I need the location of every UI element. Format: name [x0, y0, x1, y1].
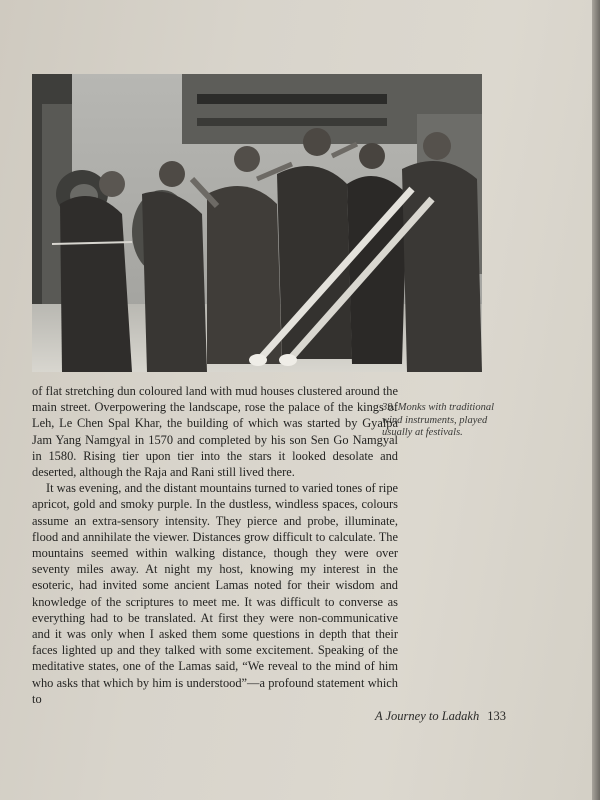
page-number: 133 [487, 709, 506, 723]
photo-caption: 39. Monks with traditional wind instruments, played usually at festivals. [382, 402, 495, 438]
paragraph-1: of flat stretching dun coloured land with mud houses clustered around the main street. Overpowering the landscape, rose the palace of the kings of Leh, Le Chen Spal Khar, the building of which was started by Gyalpa Jam Yang Namgyal in 1570 and completed by his son Sen Go Namgyal in 1580. Rising tier upon tier into the stars it looked desolate and deserted, although the Raja and Rani still lived there. [32, 384, 398, 480]
body-text [32, 383, 398, 707]
running-title: A Journey to Ladakh [374, 709, 480, 723]
page-footer [300, 709, 506, 724]
photograph-image [32, 74, 482, 372]
page-edge [592, 0, 600, 800]
monks-photograph [32, 74, 482, 372]
paragraph-2: It was evening, and the distant mountains turned to varied tones of ripe apricot, gold and smoky purple. In the dustless, windless spaces, colours assume an extra-sensory intensity. They pierce and probe, illuminate, flood and annihilate the viewer. Distances grow difficult to calculate. The mountains seemed within walking distance, though they were over seventy miles away. At night my host, knowing my interest in the esoteric, had invited some ancient Lamas noted for their wisdom and knowledge of the scriptures to meet me. It was difficult to converse as everything had to be translated. At first they were non-communicative and it was only when I asked them some questions in depth that their faces lighted up and they talked with some excitement. Speaking of the meditative states, one of the Lamas said, “We reveal to the mind of him who asks that which by him is understood”—a profound statement which to [32, 481, 399, 706]
